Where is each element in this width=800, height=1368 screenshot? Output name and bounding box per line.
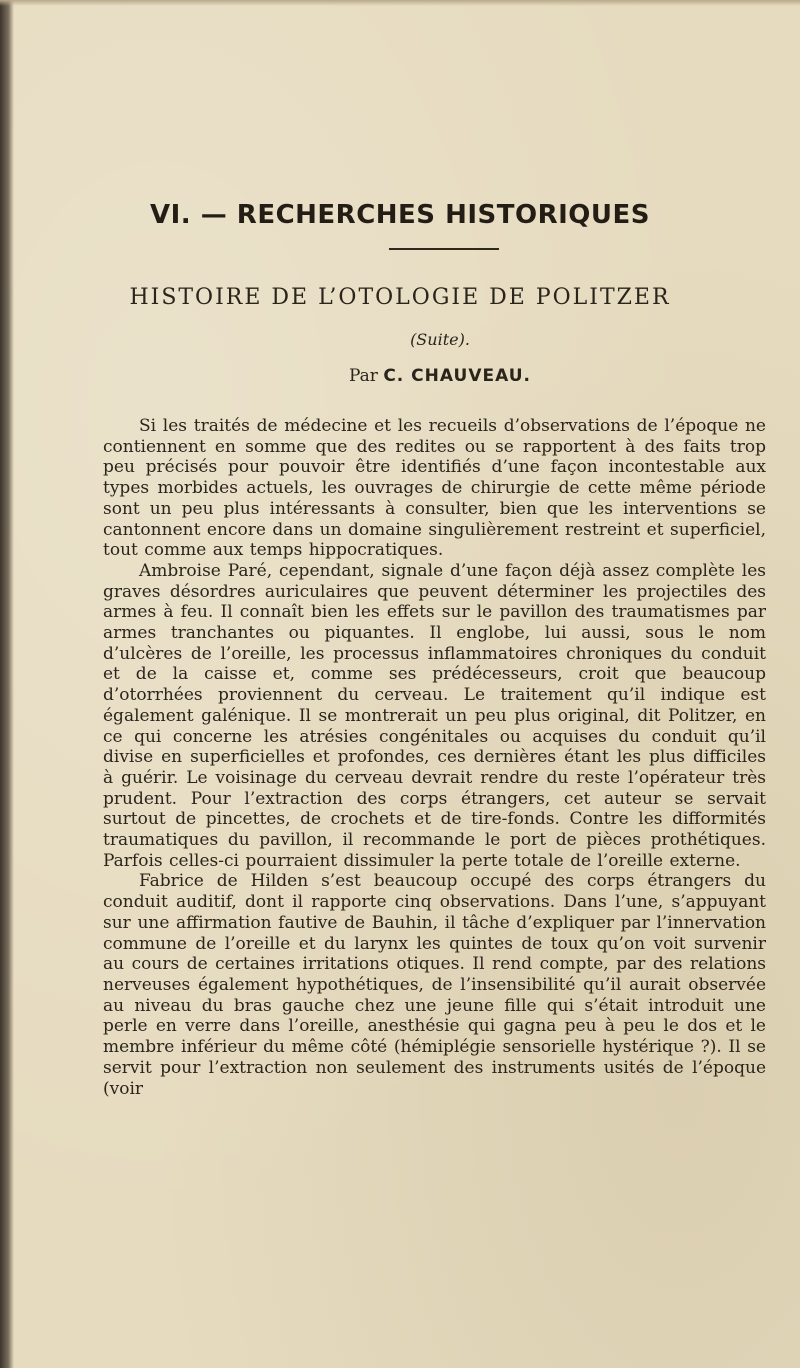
byline	[0, 366, 800, 386]
article-subtitle: (Suite).	[410, 330, 470, 349]
author-name: C. CHAUVEAU.	[383, 366, 531, 386]
byline-prefix: Par	[348, 366, 378, 386]
page-top-edge	[0, 0, 800, 6]
article-title: HISTOIRE DE L’OTOLOGIE DE POLITZER	[129, 285, 671, 310]
paragraph: Si les traités de médecine et les recueils d’observations de l’époque ne contiennent en somme que des redites ou se rapportent à des faits trop peu précisés pour pouvoir être identifiés d’une façon incontestable aux types morbides actuels, les ouvrages de chirurgie de cette même période sont un peu plus intéressants à consulter, bien que les interventions se cantonnent encore dans un domaine singulièrement restreint et superficiel, tout comme aux temps hippocratiques.	[103, 416, 766, 561]
paragraph: Fabrice de Hilden s’est beaucoup occupé des corps étrangers du conduit auditif, dont il rapporte cinq observations. Dans l’une, s’appuyant sur une affirmation fautive de Bauhin, il tâche d’expliquer par l’innervation commune de l’oreille et du larynx les quintes de toux qu’on voit survenir au cours de certaines irritations otiques. Il rend compte, par des relations nerveuses également hypothétiques, de l’insensibilité qu’il aurait observée au niveau du bras gauche chez une jeune fille qui s’était introduit une perle en verre dans l’oreille, anesthésie qui gagna peu à peu le dos et le membre inférieur du même côté (hémiplégie sensorielle hystérique ?). Il se servit pour l’extraction non seulement des instruments usités de l’époque (voir	[103, 871, 766, 1099]
article-body	[103, 416, 766, 1099]
section-title: VI. — RECHERCHES HISTORIQUES	[150, 200, 650, 230]
paragraph: Ambroise Paré, cependant, signale d’une façon déjà assez complète les graves désordres auriculaires que peuvent déterminer les projectiles des armes à feu. Il connaît bien les effets sur le pavillon des traumatismes par armes tranchantes ou piquantes. Il englobe, lui aussi, sous le nom d’ulcères de l’oreille, les processus inflammatoires chroniques du conduit et de la caisse et, comme ses prédécesseurs, croit que beaucoup d’otorrhées proviennent du cerveau. Le traitement qu’il indique est également galénique. Il se montrerait un peu plus original, dit Politzer, en ce qui concerne les atrésies congénitales ou acquises du conduit qu’il divise en superficielles et profondes, ces dernières étant les plus difficiles à guérir. Le voisinage du cerveau devrait rendre du reste l’opérateur très prudent. Pour l’extraction des corps étrangers, cet auteur se servait surtout de pincettes, de crochets et de tire-fonds. Contre les difformités traumatiques du pavillon, il recommande le port de pièces prothétiques. Parfois celles-ci pourraient dissimuler la perte totale de l’oreille externe.	[103, 560, 766, 871]
title-rule-divider	[389, 248, 499, 250]
